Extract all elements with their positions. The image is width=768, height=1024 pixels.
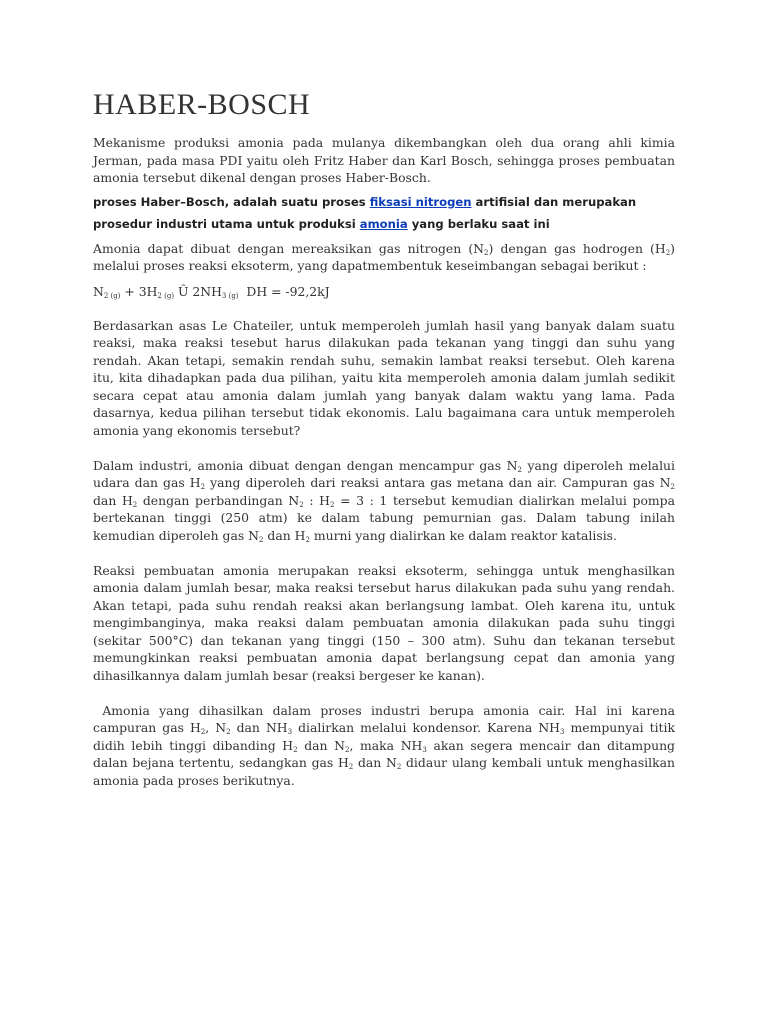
exothermic-paragraph: Reaksi pembuatan amonia merupakan reaksi eksoterm, sehingga untuk menghasilkan amonia dalam jumlah besar, maka reaksi tersebut harus dilakukan pada suhu yang rendah. Akan tetapi, pada suhu rendah reaksi akan berlangsung lambat. Oleh karena itu, untuk mengimbanginya, maka reaksi dalam pembuatan amonia dilakukan pada suhu tinggi (sekitar 500°C) dan tekanan yang tinggi (150 – 300 atm). Suhu dan tekanan tersebut memungkinkan reaksi pembuatan amonia dapat berlangsung cepat dan amonia yang dihasilkannya dalam jumlah besar (reaksi bergeser ke kanan). bbox=[93, 562, 675, 683]
reaction-equation: $N_{2 (g)} + 3H_{2 (g)}$ Û $2NH_{3 (g)}$ DH = -92,2kJ bbox=[93, 283, 330, 300]
amonia-link[interactable]: amonia bbox=[359, 216, 408, 231]
intro-paragraph: Mekanisme produksi amonia pada mulanya dikembangkan oleh dua orang ahli kimia Jerman, pada masa PDI yaitu oleh Fritz Haber dan Karl Bosch, sehingga proses pembuatan amonia tersebut dikenal dengan proses Haber-Bosch. bbox=[93, 135, 675, 185]
fiksasi-nitrogen-link[interactable]: fiksasi nitrogen bbox=[369, 194, 472, 209]
reaction-intro-paragraph: Amonia dapat dibuat dengan mereaksikan gas nitrogen $(N_2)$ dengan gas hodrogen $(H_2)$ melalui proses reaksi eksoterm, yang dapatmembentuk keseimbangan sebagai berikut : bbox=[93, 240, 675, 273]
industry-paragraph: Dalam industri, amonia dibuat dengan dengan mencampur gas $N_2$ yang diperoleh melalui udara dan gas $H_2$ yang diperoleh dari reaksi antara gas metana dan air. Campuran gas $N_2$ dan $H_2$ dengan perbandingan $N_2$ : $H_2 = 3$ : 1 tersebut kemudian dialirkan melalui pompa bertekanan tinggi (250 atm) ke dalam tabung pemurnian gas. Dalam tabung inilah kemudian diperoleh gas $N_2$ dan $H_2$ murni yang dialirkan ke dalam reaktor katalisis. bbox=[93, 457, 675, 544]
definition-paragraph: proses Haber–Bosch, adalah suatu proses fiksasi nitrogen artifisial dan merupakan prosedur industri utama untuk produksi amonia yang berlaku saat ini bbox=[93, 194, 637, 231]
page-title: HABER-BOSCH bbox=[93, 88, 311, 121]
liquid-ammonia-paragraph: Amonia yang dihasilkan dalam proses industri berupa amonia cair. Hal ini karena campuran gas $H_2$, $N_2$ dan $NH_3$ dialirkan melalui kondensor. Karena $NH_3$ mempunyai titik didih lebih tinggi dibanding $H_2$ dan $N_2$, maka $NH_3$ akan segera mencair dan ditampung dalan bejana tertentu, sedangkan gas $H_2$ dan $N_2$ didaur ulang kembali untuk menghasilkan amonia pada proses berikutnya. bbox=[93, 702, 679, 788]
le-chatelier-paragraph: Berdasarkan asas Le Chateiler, untuk memperoleh jumlah hasil yang banyak dalam suatu reaksi, maka reaksi tesebut harus dilakukan pada tekanan yang tinggi dan suhu yang rendah. Akan tetapi, semakin rendah suhu, semakin lambat reaksi tersebut. Oleh karena itu, kita dihadapkan pada dua pilihan, yaitu kita memperoleh amonia dalam jumlah sedikit secara cepat atau amonia dalam jumlah yang banyak dalam waktu yang lama. Pada dasarnya, kedua pilihan tersebut tidak ekonomis. Lalu bagaimana cara untuk memperoleh amonia yang ekonomis tersebut? bbox=[93, 317, 675, 438]
